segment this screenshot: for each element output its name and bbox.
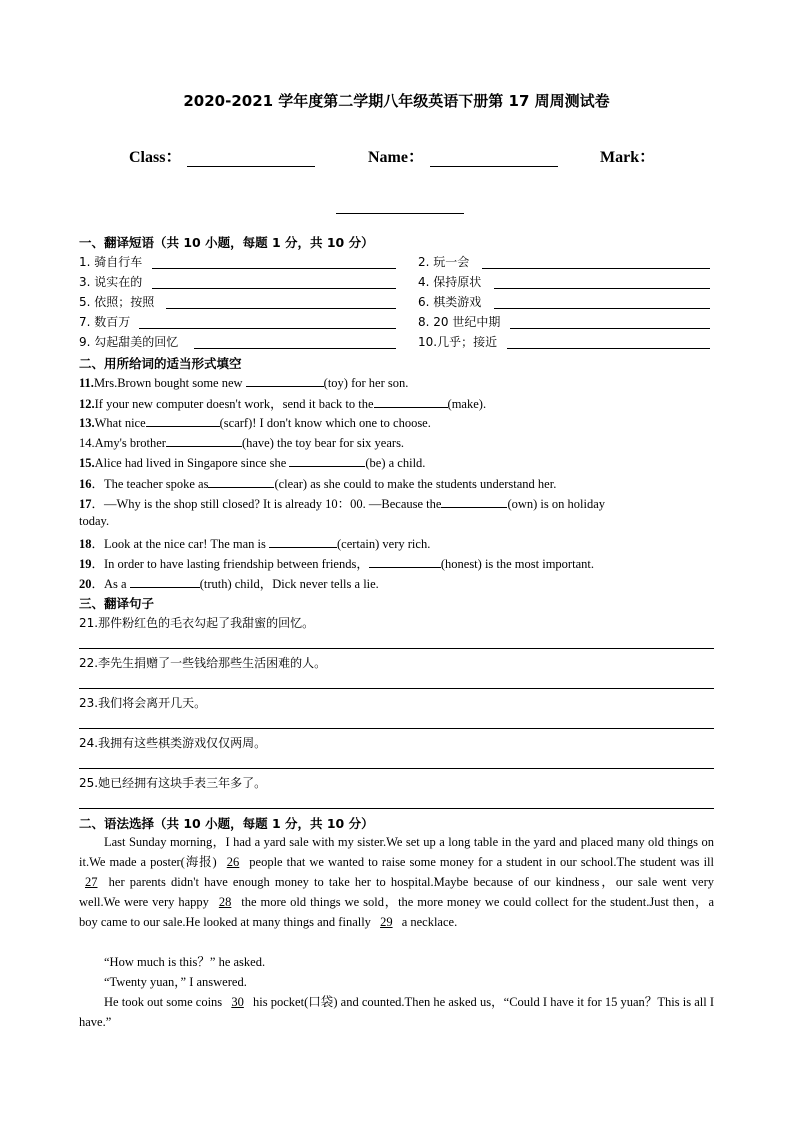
blank-27[interactable]: 27 — [85, 875, 98, 889]
question-17: 17．—Why is the shop still closed? It is already 10：00. —Because the (own) is on holiday — [79, 497, 605, 511]
section-1-heading: 一、翻译短语（共 10 小题，每题 1 分，共 10 分） — [79, 235, 374, 250]
blank-26[interactable]: 26 — [226, 855, 240, 869]
mark-field — [600, 144, 655, 167]
answer-line[interactable] — [79, 768, 714, 769]
answer-blank[interactable] — [152, 268, 396, 269]
answer-blank[interactable] — [494, 288, 710, 289]
question-11: 11.Mrs.Brown bought some new (toy) for her son. — [79, 376, 409, 390]
answer-blank[interactable] — [166, 434, 242, 447]
phrase-item: 2. 玩一会 — [418, 253, 710, 271]
answer-blank[interactable] — [482, 268, 710, 269]
answer-blank[interactable] — [208, 475, 274, 488]
class-blank[interactable] — [187, 152, 315, 167]
phrase-item: 7. 数百万 — [79, 313, 396, 331]
phrase-item: 4. 保持原状 — [418, 273, 710, 291]
blank-30[interactable]: 30 — [231, 995, 244, 1009]
name-blank[interactable] — [430, 152, 558, 167]
answer-blank[interactable] — [269, 535, 337, 548]
phrase-item: 6. 棋类游戏 — [418, 293, 710, 311]
passage-paragraph-4: He took out some coins 30 his pocket(口袋) and counted.Then he asked us，“Could I have it for 15 yuan？This is all I have.” — [79, 995, 715, 1029]
answer-blank[interactable] — [289, 454, 365, 467]
answer-blank[interactable] — [246, 374, 324, 387]
answer-blank[interactable] — [441, 495, 507, 508]
phrase-item: 1. 骑自行车 — [79, 253, 396, 271]
passage-paragraph-2: “How much is this？” he asked. — [104, 955, 266, 969]
answer-blank[interactable] — [194, 348, 396, 349]
sentence-21: 21.那件粉红色的毛衣勾起了我甜蜜的回忆。 — [79, 616, 315, 630]
sentence-23: 23.我们将会离开几天。 — [79, 696, 207, 710]
answer-blank[interactable] — [494, 308, 710, 309]
page-title: 2020-2021 学年度第二学期八年级英语下册第 17 周周测试卷 — [183, 92, 610, 110]
phrase-item: 10.几乎；接近 — [418, 333, 710, 351]
answer-blank[interactable] — [369, 555, 441, 568]
answer-blank[interactable] — [166, 308, 396, 309]
class-field — [129, 144, 315, 167]
answer-blank[interactable] — [146, 414, 220, 427]
question-17-continued: today. — [79, 514, 110, 528]
blank-29[interactable]: 29 — [380, 915, 393, 929]
passage-paragraph-3: “Twenty yuan，” I answered. — [104, 975, 247, 989]
section-4-heading: 二、语法选择（共 10 小题，每题 1 分，共 10 分） — [79, 816, 374, 831]
question-20: 20．As a (truth) child，Dick never tells a lie. — [79, 577, 379, 591]
answer-blank[interactable] — [510, 328, 710, 329]
phrase-item: 3. 说实在的 — [79, 273, 396, 291]
section-3-heading: 三、翻译句子 — [79, 596, 155, 611]
sentence-25: 25.她已经拥有这块手表三年多了。 — [79, 776, 267, 790]
phrase-item: 8. 20 世纪中期 — [418, 313, 710, 331]
answer-line[interactable] — [79, 648, 714, 649]
section-2-heading: 二、用所给词的适当形式填空 — [79, 356, 242, 371]
question-13: 13.What nice (scarf)! I don't know which one to choose. — [79, 416, 431, 430]
answer-line[interactable] — [79, 688, 714, 689]
name-field — [368, 144, 558, 167]
mark-label: Mark： — [600, 149, 656, 166]
answer-blank[interactable] — [507, 348, 710, 349]
question-14: 14.Amy's brother (have) the toy bear for six years. — [79, 436, 405, 450]
passage-paragraph-1: Last Sunday morning，I had a yard sale with my sister.We set up a long table in the yard and placed many old things on it.We made a poster(海报) 26 people that we wanted to raise some money for a student in our school.The student was ill 27 her parents didn't have enough money to take her to hospital.Maybe because of our kindness，our sale went very well.We were very happy 28 the more old things we sold，the more money we could collect for the student.Just then，a boy came to our sale.He looked at many things and finally 29 a necklace. — [79, 835, 715, 929]
blank-28[interactable]: 28 — [218, 895, 232, 909]
answer-line[interactable] — [79, 808, 714, 809]
question-18: 18．Look at the nice car! The man is (certain) very rich. — [79, 537, 431, 551]
question-12: 12.If your new computer doesn't work，send it back to the (make). — [79, 397, 487, 411]
class-label: Class： — [129, 149, 182, 166]
question-16: 16．The teacher spoke as (clear) as she could to make the students understand her. — [79, 477, 557, 491]
answer-blank[interactable] — [152, 288, 396, 289]
answer-blank[interactable] — [374, 395, 448, 408]
sentence-24: 24.我拥有这些棋类游戏仅仅两周。 — [79, 736, 267, 750]
name-label: Name： — [368, 149, 424, 166]
student-info-row — [79, 144, 714, 168]
answer-blank[interactable] — [139, 328, 396, 329]
question-19: 19．In order to have lasting friendship between friends， (honest) is the most important. — [79, 557, 594, 571]
answer-blank[interactable] — [130, 575, 200, 588]
mark-blank[interactable] — [336, 213, 464, 214]
phrase-item: 9. 勾起甜美的回忆 — [79, 333, 396, 351]
question-15: 15.Alice had lived in Singapore since she (be) a child. — [79, 456, 426, 470]
sentence-22: 22.李先生捐赠了一些钱给那些生活困难的人。 — [79, 656, 327, 670]
answer-line[interactable] — [79, 728, 714, 729]
phrase-item: 5. 依照；按照 — [79, 293, 396, 311]
